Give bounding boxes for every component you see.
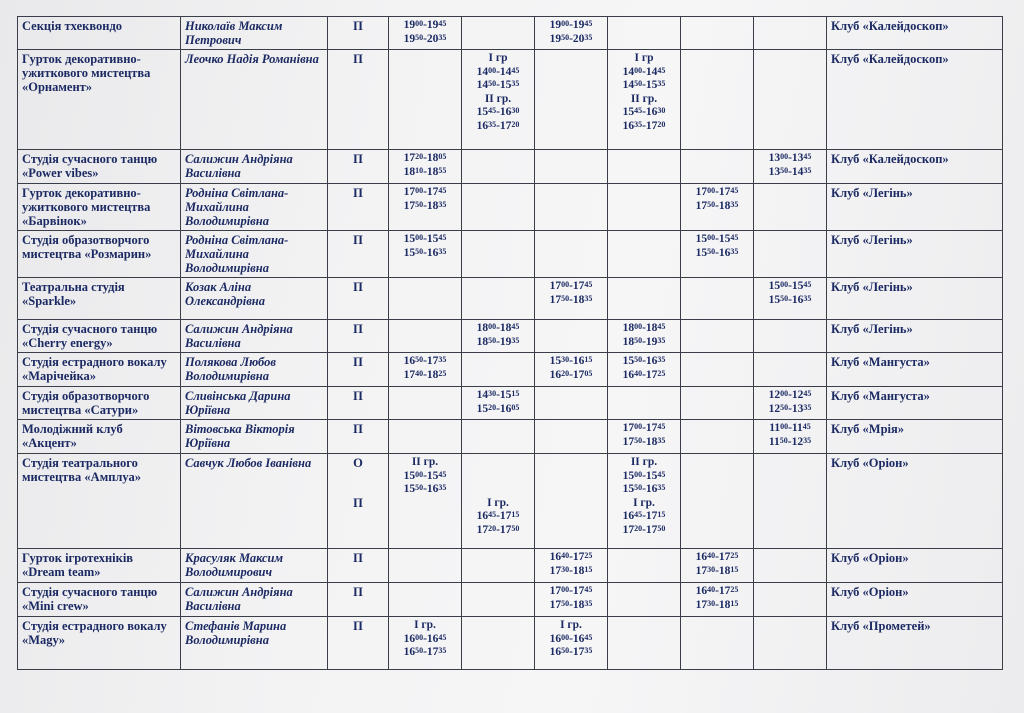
schedule-cell: [389, 50, 462, 150]
time-slot: $16^{35}-17^{20}$: [476, 119, 520, 132]
time-slot: $15^{00}-15^{45}$: [403, 233, 447, 245]
type-cell: [328, 420, 389, 454]
instructor-name: Родніна Світлана-Михайлина Володимирівна: [181, 184, 328, 231]
instructor-name: Родніна Світлана-Михайлина Володимирівна: [181, 231, 328, 278]
activity-name: Гурток декоративно-ужиткового мистецтва «Барвінок»: [18, 184, 181, 231]
instructor-name: Салижин Андріяна Василівна: [181, 320, 328, 353]
time-slot: $11^{00}-11^{45}$: [769, 422, 811, 434]
schedule-cell: [462, 387, 535, 420]
activity-name: Студія сучасного танцю «Cherry energy»: [18, 320, 181, 353]
time-slot: $17^{20}-17^{50}$: [622, 523, 666, 536]
group-label: I гр.: [414, 619, 436, 631]
schedule-cell: [389, 454, 462, 549]
time-slot: $15^{00}-15^{45}$: [768, 280, 812, 292]
schedule-cell: [681, 278, 754, 320]
club-name: Клуб «Оріон»: [827, 549, 1003, 583]
schedule-cell: [608, 278, 681, 320]
table-row: [18, 150, 1003, 184]
time-slot: $14^{30}-15^{15}$: [476, 389, 520, 401]
time-slot: $16^{45}-17^{15}$: [476, 510, 520, 522]
time-slot: $16^{00}-16^{45}$: [549, 632, 593, 645]
time-slot: $16^{45}-17^{15}$: [622, 510, 666, 522]
schedule-cell: [754, 320, 827, 353]
activity-name: Студія театрального мистецтва «Амплуа»: [18, 454, 181, 549]
time-slot: $15^{50}-16^{35}$: [403, 246, 447, 259]
club-name: Клуб «Легінь»: [827, 278, 1003, 320]
schedule-cell: [462, 420, 535, 454]
schedule-cell: [681, 320, 754, 353]
time-slot: $15^{50}-16^{35}$: [695, 246, 739, 259]
type-value: П: [353, 186, 363, 200]
time-slot: $17^{30}-18^{15}$: [549, 564, 593, 577]
time-slot: $16^{50}-17^{35}$: [403, 355, 447, 367]
schedule-cell: [608, 549, 681, 583]
club-name: Клуб «Оріон»: [827, 583, 1003, 617]
schedule-cell: [681, 549, 754, 583]
time-slot: $17^{20}-17^{50}$: [476, 523, 520, 536]
instructor-name: Стефанів Марина Володимирівна: [181, 617, 328, 670]
time-slot: $17^{50}-18^{35}$: [695, 199, 739, 212]
table-row: [18, 17, 1003, 50]
schedule-cell: [681, 50, 754, 150]
type-cell: [328, 17, 389, 50]
club-name: Клуб «Оріон»: [827, 454, 1003, 549]
schedule-cell: [462, 50, 535, 150]
activity-name: Молодіжний клуб «Акцент»: [18, 420, 181, 454]
instructor-name: Красуляк Максим Володимирович: [181, 549, 328, 583]
time-slot: $16^{20}-17^{05}$: [549, 368, 593, 381]
schedule-cell: [389, 353, 462, 387]
time-slot: $13^{00}-13^{45}$: [768, 152, 812, 164]
schedule-cell: [681, 420, 754, 454]
schedule-cell: [389, 150, 462, 184]
activity-name: Студія сучасного танцю «Mini crew»: [18, 583, 181, 617]
table-row: [18, 231, 1003, 278]
schedule-cell: [535, 184, 608, 231]
time-slot: $16^{35}-17^{20}$: [622, 119, 666, 132]
schedule-cell: [754, 454, 827, 549]
time-slot: $16^{40}-17^{25}$: [695, 551, 739, 563]
time-slot: $11^{50}-12^{35}$: [768, 435, 812, 448]
schedule-cell: [754, 17, 827, 50]
time-slot: $15^{50}-16^{35}$: [622, 355, 666, 367]
schedule-cell: [389, 387, 462, 420]
type-value: П: [353, 496, 363, 510]
schedule-cell: [389, 231, 462, 278]
time-slot: $17^{30}-18^{15}$: [695, 564, 739, 577]
activity-name: Студія естрадного вокалу «Марічейка»: [18, 353, 181, 387]
schedule-cell: [389, 278, 462, 320]
time-slot: $19^{00}-19^{45}$: [403, 19, 447, 31]
schedule-cell: [389, 549, 462, 583]
schedule-cell: [535, 387, 608, 420]
schedule-cell: [754, 278, 827, 320]
time-slot: $15^{00}-15^{45}$: [695, 233, 739, 245]
schedule-cell: [535, 50, 608, 150]
time-slot: $17^{00}-17^{45}$: [622, 422, 666, 434]
type-cell: [328, 231, 389, 278]
schedule-cell: [389, 184, 462, 231]
schedule-cell: [681, 353, 754, 387]
schedule-cell: [462, 184, 535, 231]
type-value: П: [353, 585, 363, 599]
schedule-cell: [535, 320, 608, 353]
type-value: П: [353, 52, 363, 66]
type-cell: [328, 184, 389, 231]
group-label: I гр: [488, 52, 508, 64]
club-name: Клуб «Мрія»: [827, 420, 1003, 454]
time-slot: $17^{50}-18^{35}$: [403, 199, 447, 212]
club-name: Клуб «Калейдоскоп»: [827, 17, 1003, 50]
schedule-cell: [608, 150, 681, 184]
group-label: I гр.: [560, 619, 582, 631]
table-row: [18, 549, 1003, 583]
time-slot: $17^{00}-17^{45}$: [403, 186, 447, 198]
schedule-cell: [754, 50, 827, 150]
schedule-cell: [754, 549, 827, 583]
schedule-cell: [462, 278, 535, 320]
type-cell: [328, 549, 389, 583]
time-slot: $16^{40}-17^{25}$: [549, 551, 593, 563]
schedule-cell: [754, 617, 827, 670]
table-row: [18, 583, 1003, 617]
schedule-cell: [462, 583, 535, 617]
time-slot: $17^{50}-18^{35}$: [622, 435, 666, 448]
table-row: [18, 454, 1003, 549]
time-slot: $18^{50}-19^{35}$: [622, 335, 666, 348]
schedule-cell: [681, 150, 754, 184]
activity-name: Гурток декоративно-ужиткового мистецтва «Орнамент»: [18, 50, 181, 150]
schedule-cell: [754, 387, 827, 420]
schedule-cell: [608, 17, 681, 50]
schedule-cell: [681, 583, 754, 617]
schedule-cell: [754, 231, 827, 278]
time-slot: $17^{50}-18^{35}$: [549, 598, 593, 611]
table-row: [18, 353, 1003, 387]
instructor-name: Козак Аліна Олександрівна: [181, 278, 328, 320]
type-cell: [328, 278, 389, 320]
group-label: II гр.: [411, 456, 439, 468]
time-slot: $14^{00}-14^{45}$: [476, 65, 520, 78]
activity-name: Студія образотворчого мистецтва «Розмарин»: [18, 231, 181, 278]
schedule-cell: [389, 617, 462, 670]
schedule-cell: [754, 420, 827, 454]
instructor-name: Салижин Андріяна Василівна: [181, 150, 328, 184]
club-name: Клуб «Легінь»: [827, 184, 1003, 231]
schedule-cell: [462, 454, 535, 549]
type-cell: [328, 353, 389, 387]
schedule-cell: [608, 231, 681, 278]
type-value: П: [353, 551, 363, 565]
time-slot: [466, 470, 530, 484]
table-row: [18, 320, 1003, 353]
schedule-cell: [535, 278, 608, 320]
schedule-cell: [535, 549, 608, 583]
schedule-cell: [535, 17, 608, 50]
activity-name: Студія образотворчого мистецтва «Сатури»: [18, 387, 181, 420]
schedule-cell: [535, 583, 608, 617]
schedule-cell: [535, 231, 608, 278]
group-label: I гр.: [633, 496, 655, 509]
time-slot: $19^{50}-20^{35}$: [549, 32, 593, 45]
schedule-cell: [608, 583, 681, 617]
time-slot: $17^{00}-17^{45}$: [549, 280, 593, 292]
type-cell: [328, 617, 389, 670]
time-slot: [466, 483, 530, 497]
activity-name: Студія сучасного танцю «Power vibes»: [18, 150, 181, 184]
schedule-cell: [608, 50, 681, 150]
schedule-cell: [462, 617, 535, 670]
type-value: П: [353, 19, 363, 33]
time-slot: $15^{50}-16^{35}$: [622, 483, 666, 495]
schedule-cell: [608, 420, 681, 454]
type-value: П: [353, 619, 363, 633]
time-slot: $18^{10}-18^{55}$: [403, 165, 447, 178]
table-row: [18, 184, 1003, 231]
instructor-name: Савчук Любов Іванівна: [181, 454, 328, 549]
type-value: П: [353, 233, 363, 247]
schedule-cell: [389, 420, 462, 454]
type-cell: [328, 387, 389, 420]
instructor-name: Полякова Любов Володимирівна: [181, 353, 328, 387]
club-name: Клуб «Калейдоскоп»: [827, 150, 1003, 184]
activity-name: Театральна студія «Sparkle»: [18, 278, 181, 320]
schedule-cell: [608, 387, 681, 420]
schedule-cell: [462, 353, 535, 387]
schedule-cell: [389, 320, 462, 353]
instructor-name: Вітовська Вікторія Юріївна: [181, 420, 328, 454]
schedule-cell: [608, 353, 681, 387]
schedule-table: [17, 16, 1003, 670]
schedule-cell: [535, 454, 608, 549]
time-slot: $14^{00}-14^{45}$: [622, 65, 666, 78]
time-slot: $19^{00}-19^{45}$: [549, 19, 593, 31]
time-slot: [466, 456, 530, 470]
schedule-cell: [462, 150, 535, 184]
time-slot: $17^{30}-18^{15}$: [695, 598, 739, 611]
type-value: П: [353, 322, 363, 336]
table-row: [18, 617, 1003, 670]
club-name: Клуб «Легінь»: [827, 320, 1003, 353]
type-value: П: [353, 355, 363, 369]
schedule-cell: [608, 184, 681, 231]
club-name: Клуб «Мангуста»: [827, 353, 1003, 387]
schedule-cell: [389, 17, 462, 50]
schedule-cell: [754, 150, 827, 184]
type-cell: [328, 50, 389, 150]
instructor-name: Салижин Андріяна Василівна: [181, 583, 328, 617]
type-value: П: [353, 152, 363, 166]
schedule-cell: [681, 454, 754, 549]
time-slot: $15^{00}-15^{45}$: [622, 469, 666, 482]
type-value: П: [353, 422, 363, 436]
schedule-cell: [462, 320, 535, 353]
schedule-cell: [681, 617, 754, 670]
time-slot: $16^{00}-16^{45}$: [403, 632, 447, 645]
time-slot: $15^{50}-16^{35}$: [403, 483, 447, 495]
time-slot: $16^{40}-17^{25}$: [622, 368, 666, 381]
time-slot: $12^{50}-13^{35}$: [768, 402, 812, 415]
group-label: II гр.: [630, 456, 658, 468]
schedule-cell: [462, 231, 535, 278]
time-slot: $15^{30}-16^{15}$: [549, 355, 593, 367]
schedule-cell: [535, 420, 608, 454]
club-name: Клуб «Калейдоскоп»: [827, 50, 1003, 150]
time-slot: $18^{50}-19^{35}$: [476, 335, 520, 348]
type-cell: [328, 583, 389, 617]
type-cell: [328, 320, 389, 353]
time-slot: $14^{50}-15^{35}$: [476, 79, 520, 91]
table-row: [18, 50, 1003, 150]
schedule-cell: [535, 353, 608, 387]
schedule-cell: [754, 583, 827, 617]
time-slot: $16^{50}-17^{35}$: [403, 646, 447, 658]
schedule-cell: [681, 387, 754, 420]
schedule-cell: [608, 454, 681, 549]
time-slot: $19^{50}-20^{35}$: [403, 32, 447, 45]
instructor-name: Сливінська Дарина Юріївна: [181, 387, 328, 420]
table-row: [18, 420, 1003, 454]
type-value: П: [353, 280, 363, 294]
type-cell: [328, 454, 389, 549]
schedule-cell: [535, 617, 608, 670]
time-slot: $17^{20}-18^{05}$: [403, 152, 447, 164]
time-slot: $13^{50}-14^{35}$: [768, 165, 812, 178]
time-slot: $15^{45}-16^{30}$: [476, 106, 520, 118]
schedule-cell: [535, 150, 608, 184]
schedule-cell: [681, 184, 754, 231]
time-slot: $15^{00}-15^{45}$: [403, 469, 447, 482]
activity-name: Гурток ігротехніків «Dream team»: [18, 549, 181, 583]
activity-name: Студія естрадного вокалу «Magy»: [18, 617, 181, 670]
schedule-cell: [608, 320, 681, 353]
activity-name: Секція тхеквондо: [18, 17, 181, 50]
schedule-cell: [462, 17, 535, 50]
schedule-body: [18, 17, 1003, 670]
schedule-cell: [608, 617, 681, 670]
time-slot: $12^{00}-12^{45}$: [768, 389, 812, 401]
schedule-cell: [389, 583, 462, 617]
type-value: П: [353, 389, 363, 403]
group-label: II гр.: [630, 92, 658, 105]
time-slot: $17^{00}-17^{45}$: [549, 585, 593, 597]
time-slot: $15^{20}-16^{05}$: [476, 402, 520, 415]
club-name: Клуб «Легінь»: [827, 231, 1003, 278]
type-value: О: [353, 456, 363, 470]
time-slot: $14^{50}-15^{35}$: [622, 79, 666, 91]
table-row: [18, 278, 1003, 320]
type-cell: [328, 150, 389, 184]
time-slot: $17^{40}-18^{25}$: [403, 368, 447, 381]
time-slot: $15^{50}-16^{35}$: [768, 293, 812, 306]
time-slot: $18^{00}-18^{45}$: [622, 322, 666, 334]
time-slot: $15^{45}-16^{30}$: [622, 106, 666, 118]
schedule-cell: [754, 184, 827, 231]
club-name: Клуб «Прометей»: [827, 617, 1003, 670]
instructor-name: Николаїв Максим Петрович: [181, 17, 328, 50]
table-row: [18, 387, 1003, 420]
time-slot: $17^{50}-18^{35}$: [549, 293, 593, 306]
group-label: II гр.: [484, 92, 512, 105]
time-slot: $16^{50}-17^{35}$: [549, 646, 593, 658]
time-slot: $18^{00}-18^{45}$: [476, 322, 520, 334]
schedule-cell: [754, 353, 827, 387]
schedule-cell: [462, 549, 535, 583]
group-label: I гр.: [487, 496, 509, 509]
club-name: Клуб «Мангуста»: [827, 387, 1003, 420]
time-slot: $16^{40}-17^{25}$: [695, 585, 739, 597]
schedule-cell: [681, 231, 754, 278]
instructor-name: Леочко Надія Романівна: [181, 50, 328, 150]
schedule-cell: [681, 17, 754, 50]
time-slot: $17^{00}-17^{45}$: [695, 186, 739, 198]
group-label: I гр: [634, 52, 654, 64]
